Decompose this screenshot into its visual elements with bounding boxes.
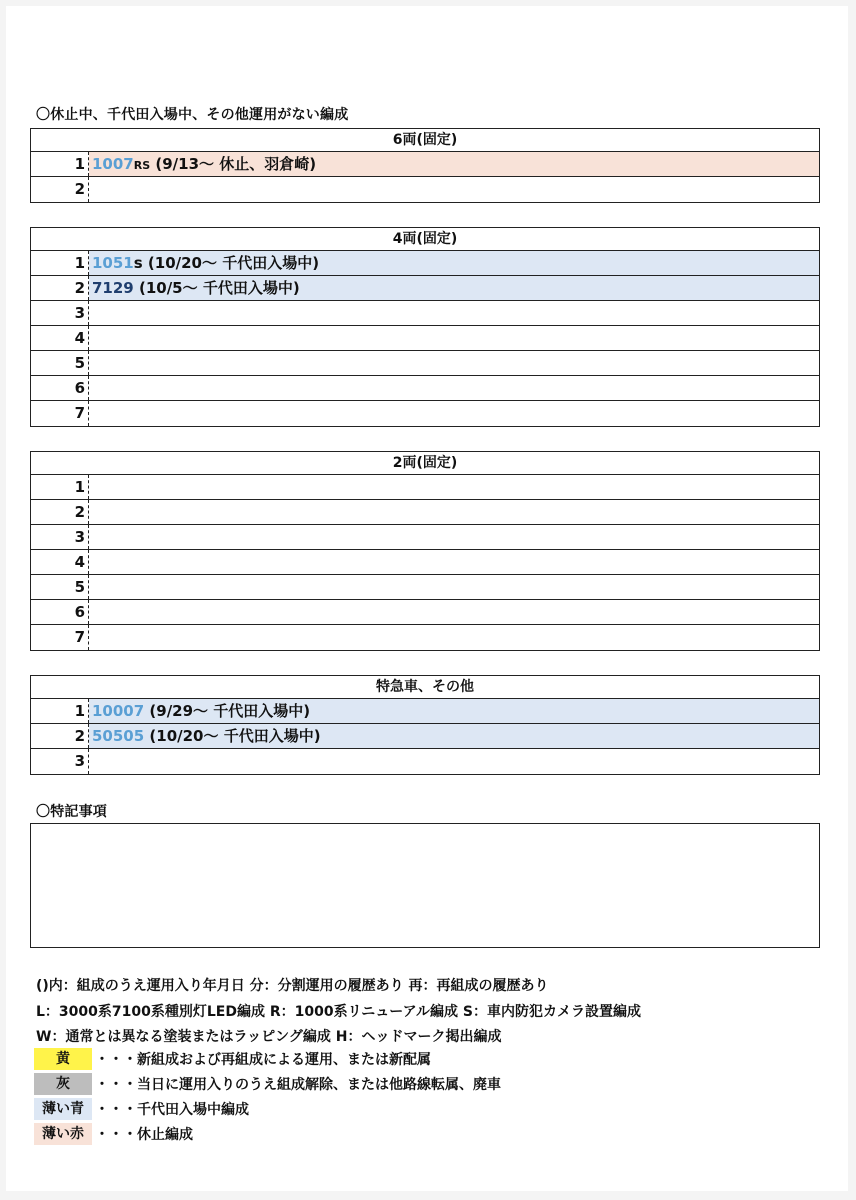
table-row	[31, 376, 819, 401]
train-suffix: RS	[133, 159, 151, 172]
color-legend-item	[34, 1047, 431, 1071]
train-note: (10/5～ 千代田入場中)	[133, 279, 300, 297]
legend-line: L：3000系7100系種別灯LED編成 R：1000系リニューアル編成 S：車内防犯カメラ設置編成	[36, 1004, 641, 1020]
row-content	[89, 550, 819, 574]
table-row	[31, 251, 819, 276]
train-code: 1007	[92, 155, 134, 173]
row-number: 6	[31, 600, 89, 624]
row-number: 2	[31, 500, 89, 524]
row-content	[89, 326, 819, 350]
legend-line: ()内：組成のうえ運用入り年月日 分：分割運用の履歴あり 再：再組成の履歴あり	[36, 978, 549, 994]
table-row	[31, 475, 819, 500]
table-row	[31, 550, 819, 575]
row-number: 2	[31, 177, 89, 202]
table-row	[31, 699, 819, 724]
row-number: 6	[31, 376, 89, 400]
table-header: 2両(固定)	[31, 452, 819, 475]
row-number: 1	[31, 475, 89, 499]
table-special	[30, 675, 820, 775]
row-content	[89, 177, 819, 202]
row-content	[89, 276, 819, 300]
swatch-description: ・・・千代田入場中編成	[95, 1102, 249, 1118]
color-legend-item	[34, 1072, 501, 1096]
row-number: 2	[31, 724, 89, 748]
train-suffix: s	[133, 254, 143, 272]
row-content	[89, 475, 819, 499]
row-number: 7	[31, 625, 89, 650]
table-two-car	[30, 451, 820, 651]
row-number: 7	[31, 401, 89, 426]
table-row	[31, 625, 819, 650]
row-number: 4	[31, 550, 89, 574]
table-row	[31, 749, 819, 774]
train-code: 1051	[92, 254, 134, 272]
notes-title: 〇特記事項	[36, 804, 107, 820]
row-number: 5	[31, 351, 89, 375]
table-four-car	[30, 227, 820, 427]
table-row	[31, 600, 819, 625]
document-page	[6, 6, 848, 1191]
row-number: 2	[31, 276, 89, 300]
color-legend-item	[34, 1122, 193, 1146]
row-content	[89, 376, 819, 400]
swatch-description: ・・・新組成および再組成による運用、または新配属	[95, 1052, 431, 1068]
row-content	[89, 301, 819, 325]
table-header: 特急車、その他	[31, 676, 819, 699]
row-content	[89, 724, 819, 748]
train-code: 7129	[92, 279, 134, 297]
table-row	[31, 525, 819, 550]
table-six-car	[30, 128, 820, 203]
table-row	[31, 152, 819, 177]
table-row	[31, 575, 819, 600]
row-content	[89, 525, 819, 549]
row-number: 5	[31, 575, 89, 599]
table-row	[31, 401, 819, 426]
train-code: 10007	[92, 702, 145, 720]
row-content	[89, 600, 819, 624]
table-row	[31, 326, 819, 351]
row-number: 1	[31, 251, 89, 275]
row-content	[89, 625, 819, 650]
notes-box	[30, 823, 820, 948]
row-number: 1	[31, 699, 89, 723]
table-row	[31, 301, 819, 326]
table-header: 4両(固定)	[31, 228, 819, 251]
row-content	[89, 500, 819, 524]
light-red-swatch: 薄い赤	[34, 1123, 92, 1145]
table-row	[31, 500, 819, 525]
yellow-swatch: 黄	[34, 1048, 92, 1070]
row-number: 3	[31, 301, 89, 325]
row-content	[89, 251, 819, 275]
row-number: 3	[31, 749, 89, 774]
row-content	[89, 749, 819, 774]
table-row	[31, 351, 819, 376]
table-row	[31, 724, 819, 749]
row-number: 3	[31, 525, 89, 549]
table-row	[31, 276, 819, 301]
legend-line: W：通常とは異なる塗装またはラッピング編成 H：ヘッドマーク掲出編成	[36, 1029, 502, 1045]
train-note: (10/20～ 千代田入場中)	[144, 727, 321, 745]
row-number: 4	[31, 326, 89, 350]
row-content	[89, 699, 819, 723]
train-note: (9/13～ 休止、羽倉崎)	[150, 155, 317, 173]
section-title: 〇休止中、千代田入場中、その他運用がない編成	[36, 107, 349, 123]
row-content	[89, 575, 819, 599]
row-content	[89, 401, 819, 426]
train-note: (10/20～ 千代田入場中)	[142, 254, 320, 272]
table-header: 6両(固定)	[31, 129, 819, 152]
train-note: (9/29～ 千代田入場中)	[144, 702, 311, 720]
row-content	[89, 351, 819, 375]
color-legend-item	[34, 1097, 249, 1121]
gray-swatch: 灰	[34, 1073, 92, 1095]
swatch-description: ・・・当日に運用入りのうえ組成解除、または他路線転属、廃車	[95, 1077, 501, 1093]
table-row	[31, 177, 819, 202]
row-number: 1	[31, 152, 89, 176]
train-code: 50505	[92, 727, 145, 745]
light-blue-swatch: 薄い青	[34, 1098, 92, 1120]
swatch-description: ・・・休止編成	[95, 1127, 193, 1143]
row-content	[89, 152, 819, 176]
